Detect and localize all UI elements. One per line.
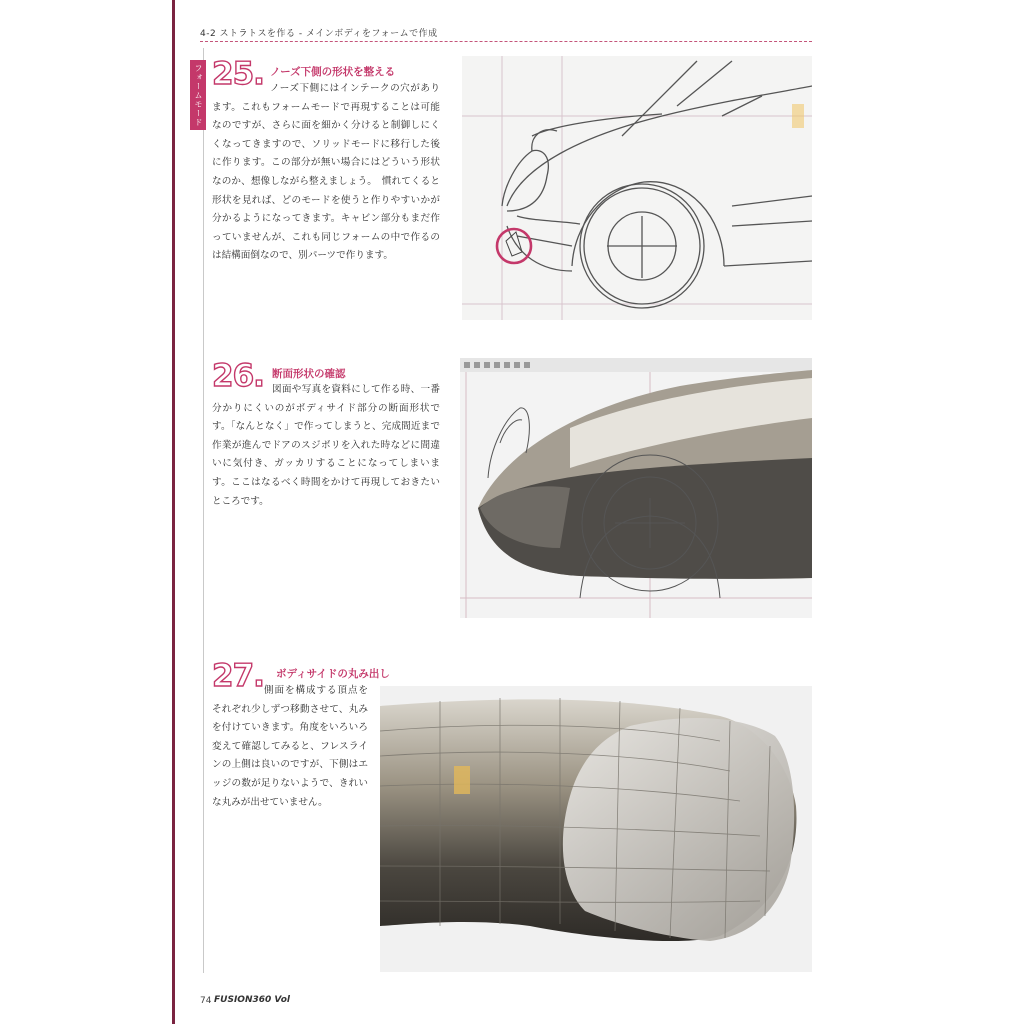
step-26-number: 26.: [212, 358, 264, 394]
side-tab: フォームモード: [190, 60, 206, 130]
header-rule: [200, 41, 812, 42]
running-header: 4-2 ストラトスを作る - メインボディをフォームで作成: [200, 29, 438, 39]
figure-body-side: [380, 686, 812, 972]
step-27-title: ボディサイドの丸み出し: [276, 668, 390, 680]
page-number: 74: [200, 996, 212, 1006]
step-25-number: 25.: [212, 56, 264, 92]
figure-sketch-front: [462, 56, 812, 320]
column-rule: [203, 48, 204, 973]
step-25-body: ノーズ下側にはインテークの穴があります。これもフォームモードで再現することは可能なのですが、さらに面を細かく分けると制御しにくくなってきますので、ソリッドモードに移行した後に作ります。この部分が無い場合にはどういう形状なのか、想像しながら整えましょう。 慣れてくると形状を見れば、どのモードを使うと作りやすいかが分かるようになってきます。キャビン部分もまだ作っていませんが、これも同じフォームの中で作るのは結構面倒なので、別パーツで作ります。: [212, 83, 440, 262]
spine-line: [172, 0, 175, 1024]
footer-title: FUSION360 Vol: [214, 995, 290, 1005]
step-26-title: 断面形状の確認: [272, 368, 346, 380]
step-26-body: 図面や写真を資料にして作る時、一番分かりにくいのがボディサイド部分の断面形状です。「なんとなく」で作ってしまうと、完成間近まで作業が進んでドアのスジボリを入れた時などに間違いに気付き、ガッカリすることになってしまいます。ここはなるべく時間をかけて再現しておきたいところです。: [212, 384, 440, 507]
step-27-body: 側面を構成する頂点をそれぞれ少しずつ移動させて、丸みを付けていきます。角度をいろいろ変えて確認してみると、フレスラインの上側は良いのですが、下側はエッジの数が足りないようで、きれいな丸みが出せていません。: [212, 685, 368, 808]
step-25-title: ノーズ下側の形状を整える: [270, 66, 396, 78]
figure-section-check: [460, 358, 812, 618]
step-27-number: 27.: [212, 658, 264, 694]
